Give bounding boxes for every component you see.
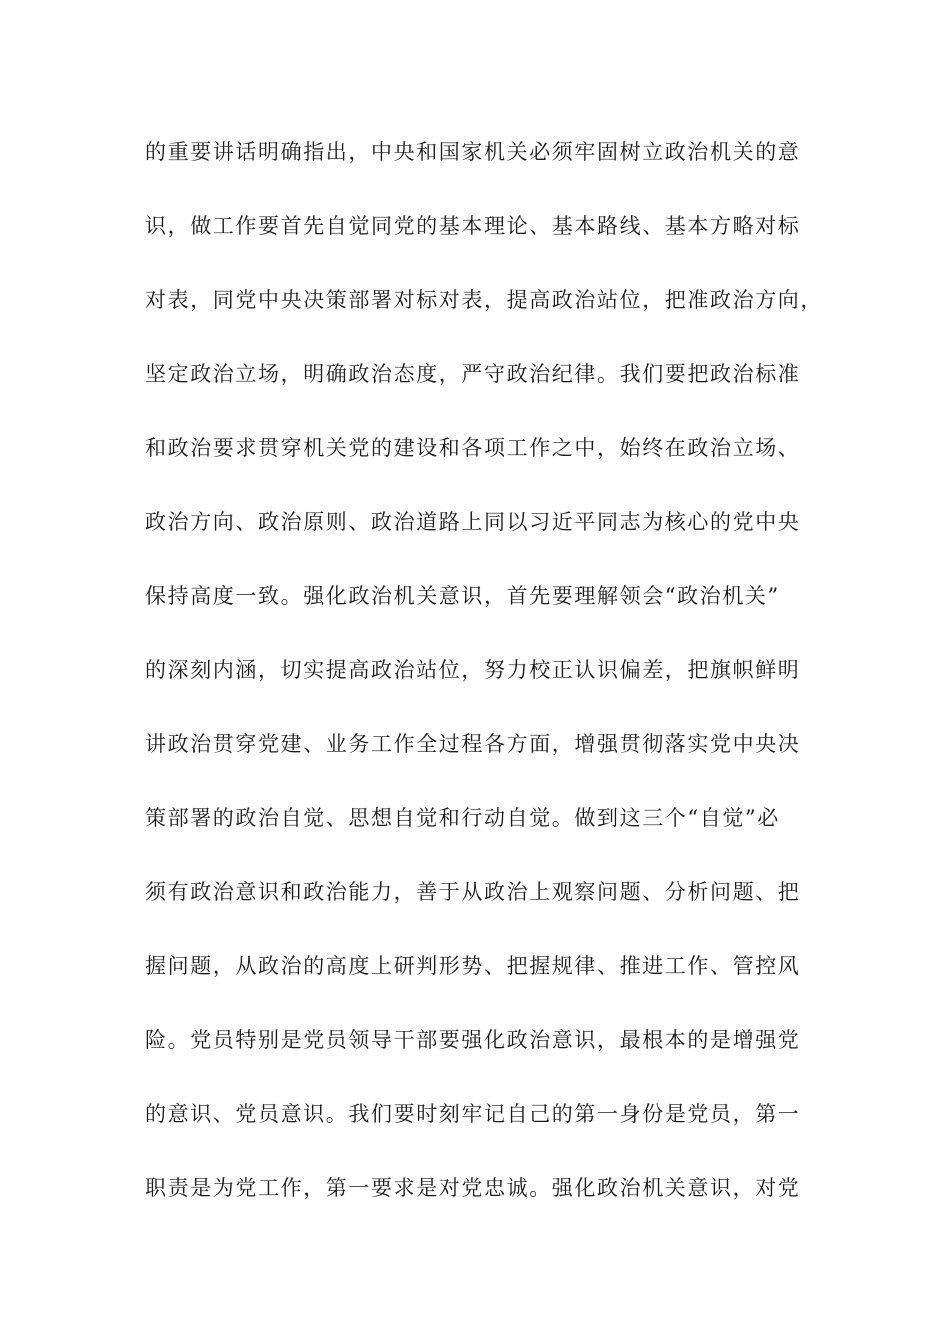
text-line-6: 政治方向、政治原则、政治道路上同以习近平同志为核心的党中央 [145,510,801,534]
text-line-8: 的深刻内涵，切实提高政治站位，努力校正认识偏差，把旗帜鲜明 [145,658,801,682]
text-line-1: 的重要讲话明确指出，中央和国家机关必须牢固树立政治机关的意 [145,140,801,164]
text-line-11: 须有政治意识和政治能力，善于从政治上观察问题、分析问题、把 [145,880,801,904]
text-line-14: 的意识、党员意识。我们要时刻牢记自己的第一身份是党员，第一 [145,1102,801,1126]
text-line-7: 保持高度一致。强化政治机关意识，首先要理解领会“政治机关” [145,584,780,608]
text-line-15: 职责是为党工作，第一要求是对党忠诚。强化政治机关意识，对党 [145,1176,801,1200]
text-line-2: 识，做工作要首先自觉同党的基本理论、基本路线、基本方略对标 [145,214,801,238]
text-line-10: 策部署的政治自觉、思想自觉和行动自觉。做到这三个“自觉”必 [145,806,780,830]
text-line-12: 握问题，从政治的高度上研判形势、把握规律、推进工作、管控风 [145,954,801,978]
body-text [145,130,823,1240]
text-line-9: 讲政治贯穿党建、业务工作全过程各方面，增强贯彻落实党中央决 [145,732,801,756]
text-line-3: 对表，同党中央决策部署对标对表，提高政治站位，把准政治方向， [145,288,823,312]
text-line-13: 险。党员特别是党员领导干部要强化政治意识，最根本的是增强党 [145,1028,801,1052]
text-line-4: 坚定政治立场，明确政治态度，严守政治纪律。我们要把政治标准 [145,362,801,386]
text-line-5: 和政治要求贯穿机关党的建设和各项工作之中，始终在政治立场、 [145,436,801,460]
